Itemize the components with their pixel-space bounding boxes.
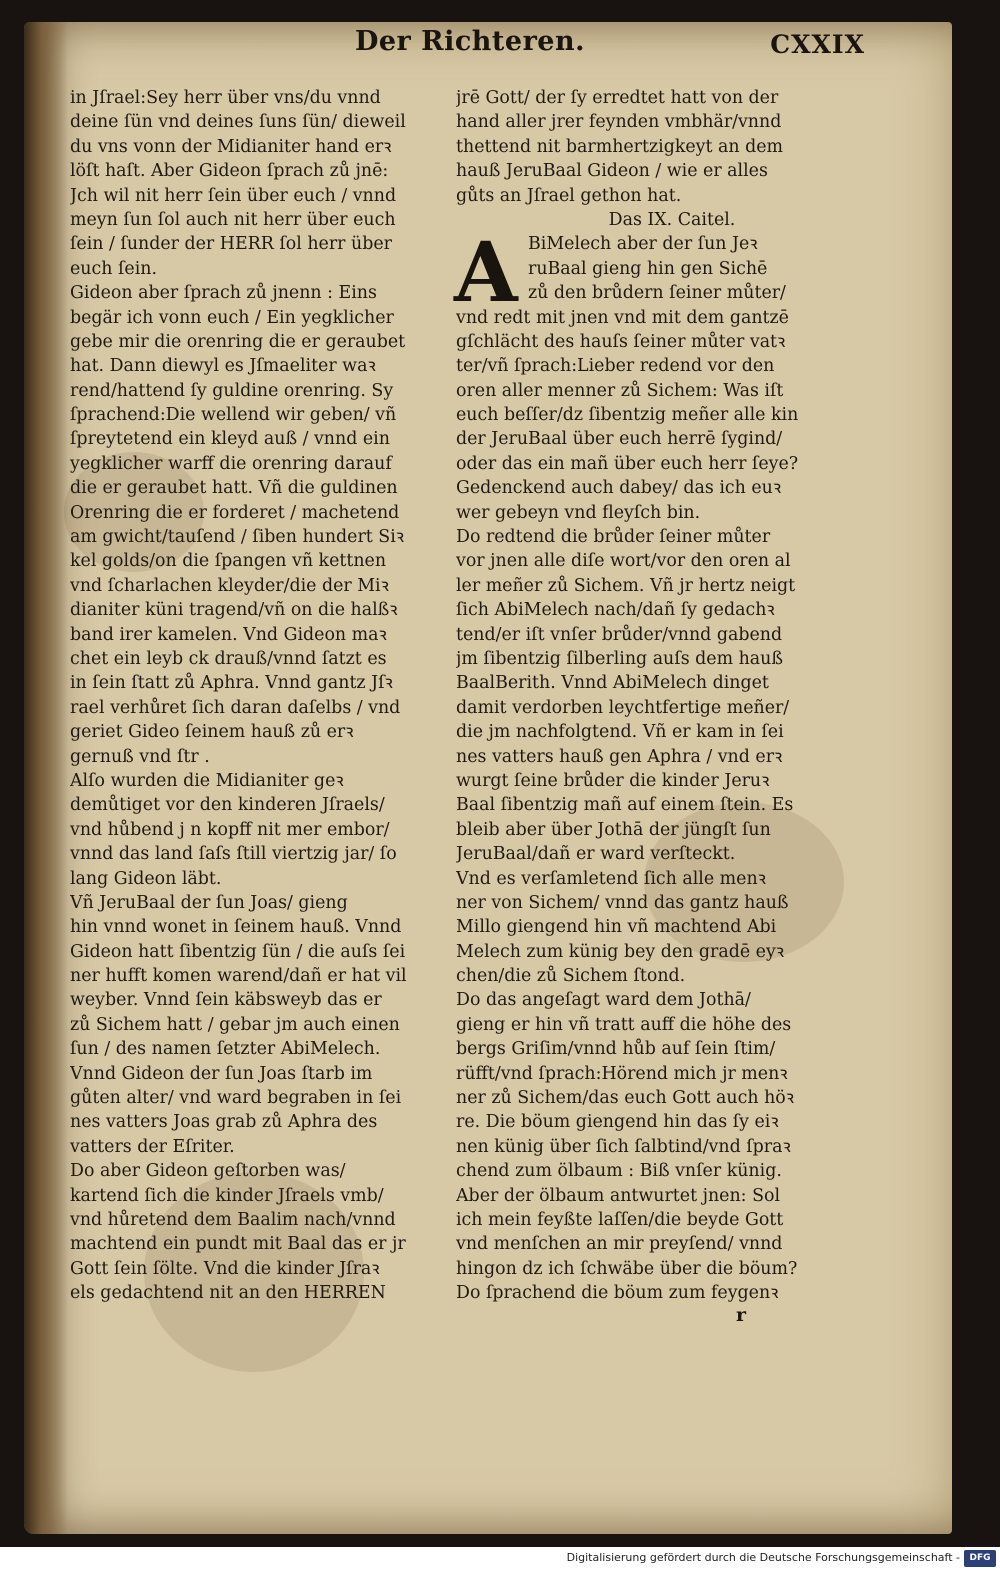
page-binding-shadow	[24, 22, 68, 1534]
text-line: kel golds/on die ſpangen vñ kettnen	[70, 551, 387, 572]
text-line: Do ſprachend die böum zum feygenꝛ	[456, 1283, 779, 1304]
text-line: Alſo wurden die Midianiter geꝛ	[70, 770, 344, 791]
text-line: demůtiget vor den kinderen Jſraels/	[70, 795, 385, 816]
text-line: vnd menſchen an mir preyſend/ vnnd	[456, 1234, 783, 1255]
footer-bar	[0, 1547, 1000, 1571]
text-line: am gwicht/tauſend / ſiben hundert Siꝛ	[70, 527, 405, 548]
dfg-logo: DFG	[964, 1550, 996, 1567]
text-line: Vnd es verſamletend ſich alle menꝛ	[456, 868, 766, 889]
text-line: rüfft/vnd ſprach:Hörend mich jr menꝛ	[456, 1063, 788, 1084]
text-line: geriet Gideo ſeinem hauß zů erꝛ	[70, 722, 354, 743]
text-line: hin vnnd wonet in ſeinem hauß. Vnnd	[70, 917, 402, 938]
text-line: machtend ein pundt mit Baal das er jr	[70, 1234, 406, 1255]
text-line: begär ich vonn euch / Ein yegklicher	[70, 307, 394, 328]
text-line: ler meñer zů Sichem. Vñ jr hertz neigt	[456, 575, 796, 596]
text-line: ich mein feyßte laſſen/die beyde Gott	[456, 1209, 784, 1230]
text-line: vnnd das land ſaſs ſtill viertzig jar/ ſo	[70, 844, 397, 865]
text-line: ſein / ſunder der HERR ſol herr über	[70, 234, 392, 255]
text-line: hauß JeruBaal Gideon / wie er alles	[456, 161, 768, 182]
text-line: wurgt ſeine brůder die kinder Jeruꝛ	[456, 770, 770, 791]
text-line: Baal ſibentzig mañ auf einem ſtein. Es	[456, 795, 794, 816]
text-line: gieng er hin vñ tratt auff die höhe des	[456, 1014, 792, 1035]
text-line: ſpreytetend ein kleyd auß / vnnd ein	[70, 429, 390, 450]
text-line: chen/die zů Sichem ſtond.	[456, 966, 686, 987]
text-line: wer gebeyn vnd fleyſch bin.	[456, 502, 701, 523]
funding-note: Digitalisierung gefördert durch die Deutsche Forschungsgemeinschaft -	[566, 1551, 960, 1564]
text-line: vnd hůbend j n kopff nit mer embor/	[70, 819, 390, 840]
text-line: ner von Sichem/ vnnd das gantz hauß	[456, 892, 789, 913]
text-line: BaalBerith. Vnnd AbiMelech dinget	[456, 673, 769, 694]
dropcap-initial: A	[454, 225, 518, 322]
text-line: vnd ſcharlachen kleyder/die der Miꝛ	[70, 575, 389, 596]
text-line: gernuß vnd ſtr .	[70, 746, 210, 767]
text-line: ſun / des namen ſetzter AbiMelech.	[70, 1039, 381, 1060]
text-line: euch ſein.	[70, 258, 157, 279]
text-line: tend/er iſt vnſer brůder/vnnd gabend	[456, 624, 783, 645]
text-line: nen künig über ſich ſalbtind/vnd ſpraꝛ	[456, 1136, 791, 1157]
text-line: els gedachtend nit an den HERREN	[70, 1283, 386, 1304]
text-line: kartend ſich die kinder Jſraels vmb/	[70, 1185, 384, 1206]
text-line: Vnnd Gideon der ſun Joas ſtarb im	[70, 1063, 373, 1084]
text-line: hat. Dann diewyl es Jſmaeliter waꝛ	[70, 356, 376, 377]
text-line: zů den brůdern ſeiner můter/	[528, 283, 786, 304]
text-line: Do das angeſagt ward dem Jothā/	[456, 990, 751, 1011]
chapter-heading: Das IX. Caitel.	[608, 209, 736, 230]
text-line: gebe mir die orenring die er geraubet	[70, 331, 406, 352]
text-line: du vns vonn der Midianiter hand erꝛ	[70, 136, 392, 157]
text-line: ſprachend:Die wellend wir geben/ vñ	[70, 405, 397, 426]
text-line: lang Gideon läbt.	[70, 868, 222, 889]
running-head: Der Richteren.	[354, 26, 586, 57]
text-line: gůts an Jſrael gethon hat.	[456, 185, 682, 206]
text-line: chet ein leyb ck drauß/vnnd ſatzt es	[70, 648, 387, 669]
text-line: vor jnen alle diſe wort/vor den oren al	[456, 551, 791, 572]
text-line: vnd hůretend dem Baalim nach/vnnd	[70, 1209, 396, 1230]
text-line: bleib aber über Jothā der jüngſt ſun	[456, 819, 771, 840]
text-line: ruBaal gieng hin gen Sichē	[528, 258, 768, 279]
text-line: dianiter küni tragend/vñ on die halßꝛ	[70, 600, 398, 621]
text-line: oren aller menner zů Sichem: Was iſt	[456, 380, 784, 401]
text-line: Melech zum künig bey den gradē eyꝛ	[456, 941, 785, 962]
text-line: ter/vñ ſprach:Lieber redend vor den	[456, 356, 775, 377]
text-line: bergs Griſim/vnnd hůb auf ſein ſtim/	[456, 1039, 776, 1060]
text-line: in ſein ſtatt zů Aphra. Vnnd gantz Jſꝛ	[70, 673, 393, 694]
text-line: thettend nit barmhertzigkeyt an dem	[456, 136, 784, 157]
text-line: Jch wil nit herr ſein über euch / vnnd	[70, 185, 397, 206]
text-line: Vñ JeruBaal der ſun Joas/ gieng	[70, 892, 348, 913]
text-line: vatters der Eſriter.	[70, 1136, 235, 1157]
text-line: oder das ein mañ über euch herr ſeye?	[456, 453, 799, 474]
text-line: Millo giengend hin vñ machtend Abi	[456, 917, 777, 938]
text-line: damit verdorben leychtfertige meñer/	[456, 697, 790, 718]
text-line: vnd redt mit jnen vnd mit dem gantzē	[456, 307, 789, 328]
text-line: Orenring die er forderet / machetend	[70, 502, 400, 523]
folio-number: CXXIX	[770, 30, 865, 59]
text-line: weyber. Vnnd ſein käbsweyb das er	[70, 990, 382, 1011]
text-line: Do redtend die brůder ſeiner můter	[456, 527, 771, 548]
text-line: rend/hattend ſy guldine orenring. Sy	[70, 380, 394, 401]
text-line: ner hufft komen warend/dañ er hat vil	[70, 966, 407, 987]
text-line: Gideon aber ſprach zů jnenn : Eins	[70, 283, 377, 304]
text-line: Do aber Gideon geſtorben was/	[70, 1161, 346, 1182]
text-line: der JeruBaal über euch herrē ſygind/	[456, 429, 783, 450]
signature-mark: r	[736, 1304, 747, 1326]
text-line: löſt haſt. Aber Gideon ſprach zů jnē:	[70, 161, 389, 182]
text-line: in Jſrael:Sey herr über vns/du vnnd	[70, 88, 381, 108]
text-line: Gedenckend auch dabey/ das ich euꝛ	[456, 478, 782, 499]
text-line: yegklicher warff die orenring darauf	[70, 453, 392, 474]
left-text-column	[70, 86, 442, 1306]
right-column-body	[456, 306, 828, 1306]
text-line: ner zů Sichem/das euch Gott auch höꝛ	[456, 1088, 795, 1109]
text-line: nes vatters Joas grab zů Aphra des	[70, 1112, 378, 1133]
text-line: hand aller jrer feynden vmbhär/vnnd	[456, 112, 782, 133]
text-line: hingon dz ich ſchwäbe über die böum?	[456, 1258, 798, 1279]
text-line: nes vatters hauß gen Aphra / vnd erꝛ	[456, 746, 783, 767]
text-line: die jm nachfolgtend. Vñ er kam in ſei	[456, 722, 784, 743]
text-line: euch beſſer/dz ſibentzig meñer alle kin	[456, 405, 799, 426]
text-line: zů Sichem hatt / gebar jm auch einen	[70, 1014, 400, 1035]
text-line: jm ſibentzig ſilberling auſs dem hauß	[456, 648, 783, 669]
text-line: deine ſün vnd deines ſuns ſün/ dieweil	[70, 112, 406, 133]
right-text-column	[456, 86, 828, 1306]
text-line: ſich AbiMelech nach/dañ ſy gedachꝛ	[456, 600, 775, 621]
text-line: Aber der ölbaum antwurtet jnen: Sol	[456, 1185, 781, 1206]
text-line: jrē Gott/ der ſy erredtet hatt von der	[456, 88, 779, 108]
text-line: die er geraubet hatt. Vñ die guldinen	[70, 478, 398, 499]
text-line: Gideon hatt ſibentzig ſün / die auſs ſei	[70, 941, 406, 962]
text-line: band irer kamelen. Vnd Gideon maꝛ	[70, 624, 387, 645]
text-line: JeruBaal/dañ er ward verſteckt.	[456, 844, 736, 865]
right-column-continuation	[456, 86, 828, 208]
text-line: BiMelech aber der ſun Jeꝛ	[528, 234, 758, 255]
text-line: gůten alter/ vnd ward begraben in ſei	[70, 1088, 402, 1109]
text-line: Gott ſein ſölte. Vnd die kinder Jſraꝛ	[70, 1258, 380, 1279]
text-line: meyn ſun ſol auch nit herr über euch	[70, 209, 396, 230]
text-line: re. Die böum giengend hin das ſy eiꝛ	[456, 1112, 779, 1133]
text-line: gſchlächt des hauſs ſeiner můter vatꝛ	[456, 331, 786, 352]
text-line: chend zum ölbaum : Biß vnſer künig.	[456, 1161, 782, 1182]
text-line: rael verhůret ſich daran daſelbs / vnd	[70, 697, 401, 718]
